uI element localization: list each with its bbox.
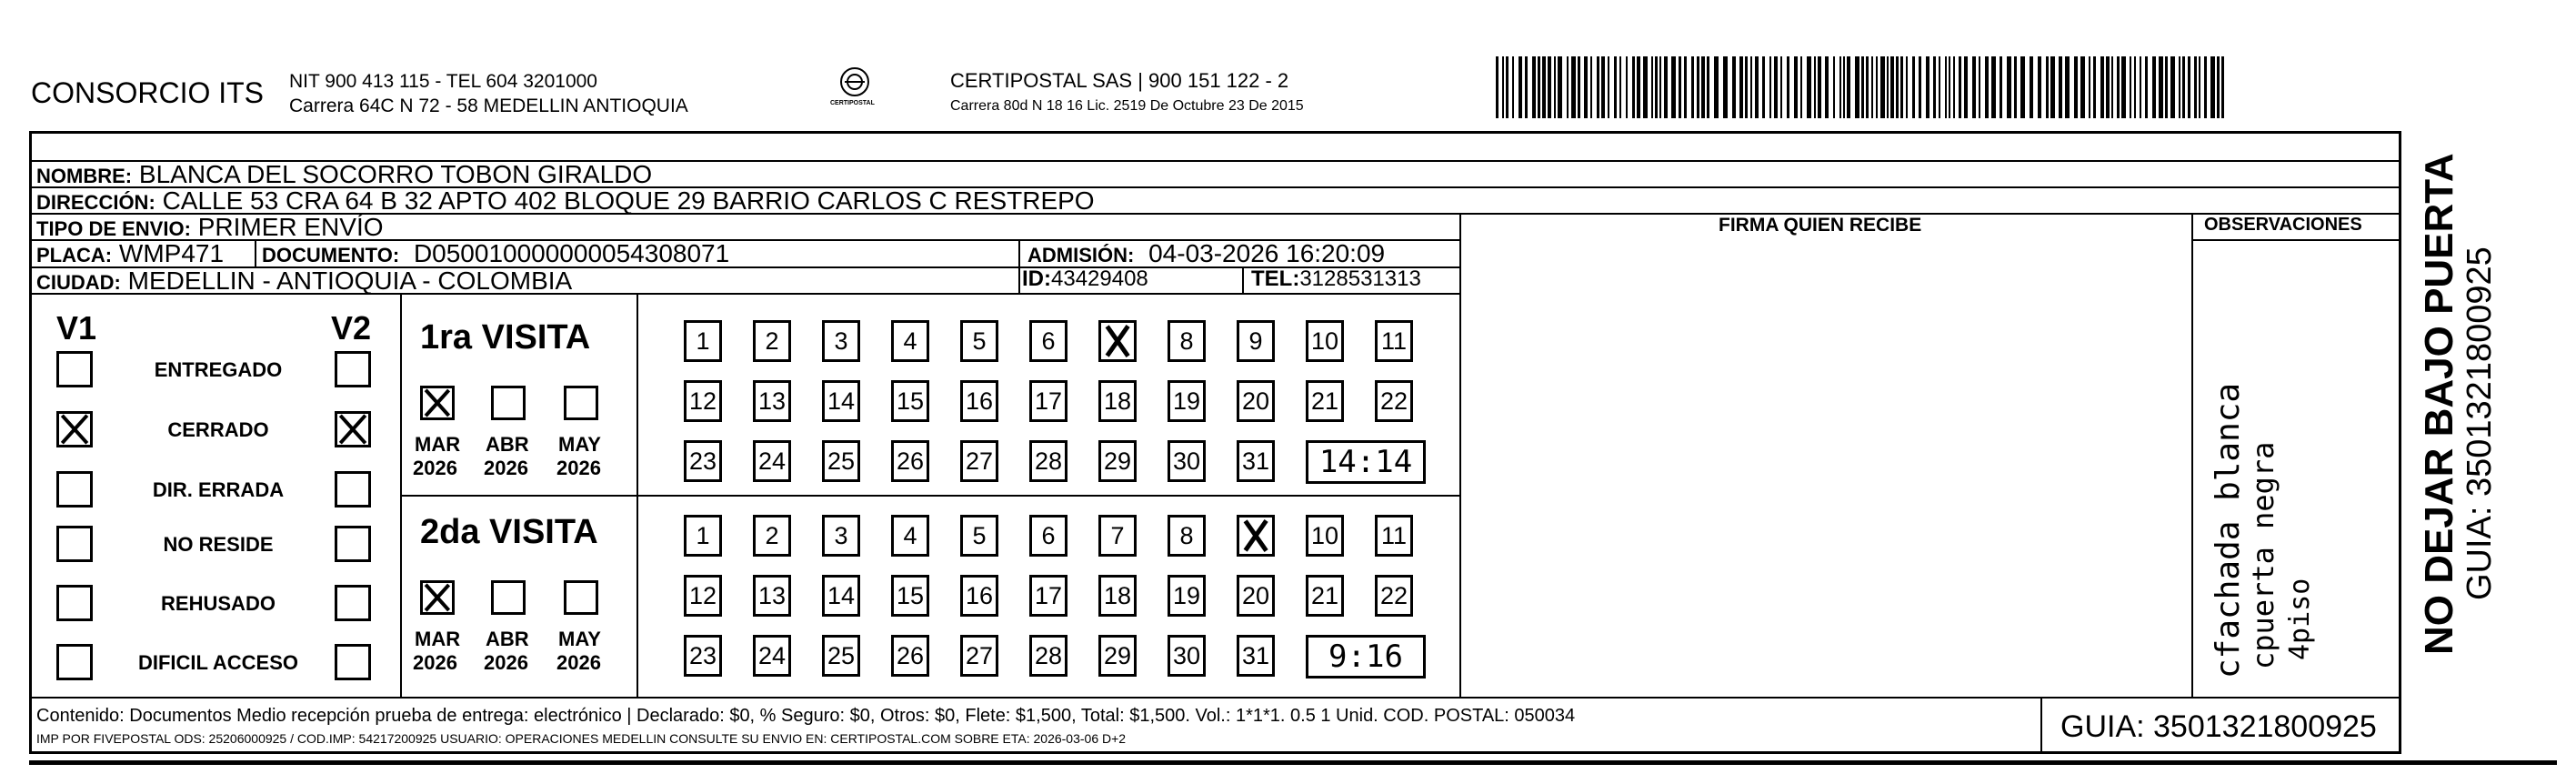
- barcode-bar: [1900, 56, 1903, 118]
- visit-time-box[interactable]: 14:14: [1306, 440, 1426, 484]
- day-box[interactable]: 26: [891, 635, 929, 677]
- signature-label: FIRMA QUIEN RECIBE: [1719, 215, 1922, 236]
- plate-label: PLACA:: [36, 244, 113, 266]
- v2-checkbox[interactable]: [335, 471, 371, 508]
- barcode-bar: [2117, 56, 2120, 118]
- day-box[interactable]: 1: [684, 515, 722, 557]
- barcode-bar: [1601, 56, 1605, 118]
- side-line2: GUIA: 3501321800925: [2461, 246, 2499, 600]
- year-label: 2026: [413, 457, 457, 479]
- day-box[interactable]: 19: [1168, 380, 1206, 422]
- shipping-label: TIPO DE ENVIO:: [36, 217, 191, 240]
- barcode-bar: [2199, 56, 2200, 118]
- day-box[interactable]: 17: [1029, 380, 1067, 422]
- company-info-line1: NIT 900 413 115 - TEL 604 3201000: [289, 71, 597, 92]
- barcode-bar: [2038, 56, 2041, 118]
- month-checkbox[interactable]: [420, 580, 455, 615]
- day-box[interactable]: 22: [1375, 575, 1413, 617]
- barcode-bar: [1991, 56, 1996, 118]
- year-label: 2026: [484, 457, 528, 479]
- month-checkbox[interactable]: [491, 386, 526, 420]
- barcode-bar: [2134, 56, 2136, 118]
- barcode-bar: [1532, 56, 1536, 118]
- barcode-bar: [1597, 56, 1599, 118]
- v1-checkbox[interactable]: [56, 585, 93, 621]
- day-box[interactable]: 24: [753, 635, 791, 677]
- barcode-bar: [1847, 56, 1850, 118]
- v1-checkbox[interactable]: [56, 644, 93, 680]
- day-box[interactable]: 2: [753, 320, 791, 362]
- barcode-bar: [2217, 56, 2220, 118]
- v2-checkbox[interactable]: [335, 411, 371, 447]
- barcode-bar: [1774, 56, 1778, 118]
- barcode-bar: [1671, 56, 1676, 118]
- day-box[interactable]: 16: [960, 380, 998, 422]
- barcode-bar: [1651, 56, 1653, 118]
- barcode-bar: [1906, 56, 1908, 118]
- barcode-bar: [1655, 56, 1658, 118]
- tel-cell: [1251, 266, 1421, 292]
- barcode-bar: [1626, 56, 1628, 118]
- month-label: ABR: [486, 433, 529, 456]
- company-info-line2: Carrera 64C N 72 - 58 MEDELLIN ANTIOQUIA: [289, 95, 688, 116]
- barcode-bar: [1558, 56, 1562, 118]
- status-label: CERRADO: [167, 418, 269, 441]
- month-checkbox[interactable]: [564, 580, 598, 615]
- day-box[interactable]: 30: [1168, 440, 1206, 482]
- day-box[interactable]: 26: [891, 440, 929, 482]
- barcode-bar: [1643, 56, 1648, 118]
- barcode-bar: [2121, 56, 2126, 118]
- status-label: DIFICIL ACCESO: [137, 651, 298, 674]
- day-box[interactable]: 14: [822, 380, 860, 422]
- barcode-bar: [1890, 56, 1894, 118]
- barcode-bar: [1794, 56, 1798, 118]
- footer-line2: IMP POR FIVEPOSTAL ODS: 25206000925 / COD.IMP: 54217200925 USUARIO: OPERACIONES MEDELLIN CONSULTE SU ENVIO EN: CERTIPOSTAL.COM SOBRE ETA: 2026-03-06 D+2: [36, 731, 1127, 746]
- barcode-bar: [1496, 56, 1498, 118]
- recipient-name: BLANCA DEL SOCORRO TOBON GIRALDO: [138, 160, 653, 188]
- admission-value: 04-03-2026 16:20:09: [1148, 239, 1386, 267]
- day-box[interactable]: 8: [1168, 515, 1206, 557]
- month-checkbox[interactable]: [564, 386, 598, 420]
- barcode-bar: [1919, 56, 1921, 118]
- barcode-bar: [1578, 56, 1580, 118]
- day-box[interactable]: 31: [1237, 440, 1275, 482]
- address-label: DIRECCIÓN:: [36, 191, 155, 214]
- day-box[interactable]: 8: [1168, 320, 1206, 362]
- barcode-bar: [1659, 56, 1661, 118]
- barcode-bar: [1750, 56, 1752, 118]
- day-box[interactable]: 3: [822, 320, 860, 362]
- footer-line1: Contenido: Documentos Medio recepción prueba de entrega: electrónico | Declarado: $0, % Seguro: $0, Otros: $0, Flete: $1,500, Total: $1,500. Vol.: 1*1*1. 0.5 1 Unid. COD. POSTAL: 050034: [36, 706, 1576, 726]
- barcode-bar: [1755, 56, 1759, 118]
- document-label: DOCUMENTO:: [262, 244, 400, 266]
- barcode-bar: [1839, 56, 1841, 118]
- barcode-bar: [1964, 56, 1968, 118]
- day-box[interactable]: 16: [960, 575, 998, 617]
- barcode-bar: [2170, 56, 2175, 118]
- day-box[interactable]: 29: [1098, 440, 1137, 482]
- barcode-bar: [1506, 56, 1509, 118]
- barcode-bar: [2210, 56, 2215, 118]
- barcode-bar: [2093, 56, 2096, 118]
- day-box[interactable]: 18: [1098, 575, 1137, 617]
- barcode-bar: [1814, 56, 1816, 118]
- day-box[interactable]: 13: [753, 575, 791, 617]
- barcode-bar: [1637, 56, 1640, 118]
- day-box[interactable]: 14: [822, 575, 860, 617]
- day-box[interactable]: 2: [753, 515, 791, 557]
- day-box[interactable]: 23: [684, 635, 722, 677]
- status-label: ENTREGADO: [154, 358, 283, 381]
- barcode-bar: [1619, 56, 1621, 118]
- barcode-bar: [2145, 56, 2148, 118]
- barcode-bar: [1567, 56, 1569, 118]
- barcode-bar: [1912, 56, 1915, 118]
- barcode-bar: [2030, 56, 2033, 118]
- day-box[interactable]: 12: [684, 380, 722, 422]
- day-box[interactable]: 11: [1375, 320, 1413, 362]
- v1-checkbox[interactable]: [56, 411, 93, 447]
- day-box[interactable]: [1098, 320, 1137, 362]
- barcode-bar: [1762, 56, 1765, 118]
- barcode-bar: [1732, 56, 1736, 118]
- barcode-bar: [2080, 56, 2085, 118]
- barcode-bar: [1614, 56, 1617, 118]
- barcode-bar: [1769, 56, 1771, 118]
- barcode-bar: [1933, 56, 1936, 118]
- id-label: ID:: [1022, 266, 1051, 291]
- barcode-bar: [1542, 56, 1546, 118]
- barcode-bar: [1939, 56, 1940, 118]
- v1-checkbox[interactable]: [56, 471, 93, 508]
- status-label: REHUSADO: [161, 592, 276, 615]
- barcode-bar: [2159, 56, 2163, 118]
- day-box[interactable]: 15: [891, 380, 929, 422]
- day-box[interactable]: 3: [822, 515, 860, 557]
- barcode-bar: [1825, 56, 1829, 118]
- barcode-bar: [2204, 56, 2207, 118]
- barcode-bar: [1584, 56, 1588, 118]
- barcode-bar: [1896, 56, 1899, 118]
- logo-text: CERTIPOSTAL: [830, 100, 875, 106]
- barcode-bar: [1632, 56, 1635, 118]
- address-row: [36, 186, 1095, 216]
- barcode-bar: [2194, 56, 2197, 118]
- shipping-row: [36, 213, 384, 242]
- barcode-bar: [1691, 56, 1694, 118]
- plate-value: WMP471: [118, 239, 225, 267]
- day-box[interactable]: 20: [1237, 575, 1275, 617]
- barcode-bar: [1855, 56, 1859, 118]
- v2-checkbox[interactable]: [335, 351, 371, 387]
- month-label: MAR: [415, 433, 461, 456]
- barcode-bar: [1512, 56, 1514, 118]
- observations-label: OBSERVACIONES: [2204, 215, 2362, 235]
- barcode-bar: [1571, 56, 1576, 118]
- barcode-bar: [2179, 56, 2180, 118]
- side-text: [2417, 146, 2526, 655]
- v1-label: V1: [56, 309, 97, 347]
- barcode-bar: [2152, 56, 2156, 118]
- barcode-bar: [1707, 56, 1709, 118]
- barcode-bar: [1684, 56, 1687, 118]
- year-label: 2026: [413, 651, 457, 674]
- barcode-bar: [1800, 56, 1802, 118]
- status-label: NO RESIDE: [163, 533, 274, 556]
- day-box[interactable]: 12: [684, 575, 722, 617]
- day-box[interactable]: 27: [960, 635, 998, 677]
- v2-checkbox[interactable]: [335, 526, 371, 562]
- barcode-bar: [1866, 56, 1869, 118]
- barcode-bar: [1548, 56, 1551, 118]
- side-line1: NO DEJAR BAJO PUERTA: [2417, 153, 2461, 655]
- tel-label: TEL:: [1251, 266, 1300, 291]
- barcode-bar: [1880, 56, 1885, 118]
- day-box[interactable]: 25: [822, 440, 860, 482]
- barcode-bar: [1949, 56, 1950, 118]
- day-box[interactable]: 6: [1029, 320, 1067, 362]
- day-box[interactable]: 21: [1306, 575, 1344, 617]
- document-value: D050010000000054308071: [413, 239, 730, 267]
- name-label: NOMBRE:: [36, 165, 133, 187]
- name-row: [36, 160, 652, 189]
- barcode-bar: [1972, 56, 1976, 118]
- signature-area[interactable]: [1461, 241, 2190, 696]
- month-label: MAY: [558, 433, 601, 456]
- barcode-bar: [2059, 56, 2062, 118]
- day-box[interactable]: 1: [684, 320, 722, 362]
- barcode-bar: [1538, 56, 1540, 118]
- day-box[interactable]: 21: [1306, 380, 1344, 422]
- barcode-bar: [2020, 56, 2025, 118]
- v2-label: V2: [331, 309, 372, 347]
- barcode-bar: [2046, 56, 2049, 118]
- barcode-bar: [2130, 56, 2131, 118]
- year-label: 2026: [556, 651, 601, 674]
- observation-line-3: 4piso: [2284, 578, 2316, 660]
- observation-line-1: cfachada blanca: [2210, 382, 2247, 678]
- day-box[interactable]: 27: [960, 440, 998, 482]
- status-label: DIR. ERRADA: [152, 478, 285, 501]
- barcode-bar: [1959, 56, 1961, 118]
- barcode-bar: [2111, 56, 2113, 118]
- barcode-bar: [2074, 56, 2078, 118]
- day-box[interactable]: 17: [1029, 575, 1067, 617]
- city-value: MEDELLIN - ANTIOQUIA - COLOMBIA: [127, 266, 573, 295]
- day-box[interactable]: 20: [1237, 380, 1275, 422]
- barcode-bar: [2000, 56, 2002, 118]
- barcode-bar: [1871, 56, 1873, 118]
- shipping-type: PRIMER ENVÍO: [197, 213, 384, 241]
- day-box[interactable]: 22: [1375, 380, 1413, 422]
- barcode-bar: [1876, 56, 1878, 118]
- certipostal-logo-icon: [832, 65, 877, 116]
- barcode-bar: [2007, 56, 2011, 118]
- recipient-address: CALLE 53 CRA 64 B 32 APTO 402 BLOQUE 29 BARRIO CARLOS C RESTREPO: [162, 186, 1095, 215]
- observation-line-2: cpuerta negra: [2246, 441, 2280, 669]
- month-label: MAY: [558, 628, 601, 650]
- barcode-bar: [2106, 56, 2110, 118]
- day-box[interactable]: 13: [753, 380, 791, 422]
- barcode-bar: [1519, 56, 1522, 118]
- v1-checkbox[interactable]: [56, 526, 93, 562]
- barcode-bar: [1739, 56, 1743, 118]
- day-box[interactable]: 10: [1306, 515, 1344, 557]
- day-box[interactable]: 4: [891, 515, 929, 557]
- year-label: 2026: [556, 457, 601, 479]
- day-box[interactable]: 19: [1168, 575, 1206, 617]
- id-value: 43429408: [1051, 266, 1148, 291]
- barcode-bar: [1926, 56, 1929, 118]
- day-box[interactable]: 25: [822, 635, 860, 677]
- footer-guia: GUIA: 3501321800925: [2060, 709, 2377, 744]
- barcode-bar: [1525, 56, 1528, 118]
- barcode-bar: [1590, 56, 1592, 118]
- barcode-bar: [2188, 56, 2190, 118]
- barcode-bar: [2100, 56, 2104, 118]
- v2-checkbox[interactable]: [335, 644, 371, 680]
- day-box[interactable]: 10: [1306, 320, 1344, 362]
- admission-cell: [1027, 239, 1385, 268]
- barcode-bar: [2065, 56, 2070, 118]
- barcode-bar: [1787, 56, 1789, 118]
- certipostal-logo: [832, 65, 877, 116]
- month-label: MAR: [415, 628, 461, 650]
- barcode-bar: [1843, 56, 1845, 118]
- day-box[interactable]: 11: [1375, 515, 1413, 557]
- day-box[interactable]: 30: [1168, 635, 1206, 677]
- day-box[interactable]: [1237, 515, 1275, 557]
- barcode-bar: [1953, 56, 1955, 118]
- day-box[interactable]: 15: [891, 575, 929, 617]
- observations-handwriting: [2193, 242, 2399, 695]
- barcode-bar: [1780, 56, 1782, 118]
- year-label: 2026: [484, 651, 528, 674]
- id-cell: [1022, 266, 1148, 292]
- barcode-bar: [2165, 56, 2168, 118]
- barcode-bar: [1833, 56, 1835, 118]
- barcode-bar: [1861, 56, 1864, 118]
- city-label: CIUDAD:: [36, 271, 121, 294]
- day-box[interactable]: 5: [960, 320, 998, 362]
- tel-value: 3128531313: [1299, 266, 1421, 291]
- month-checkbox[interactable]: [491, 580, 526, 615]
- barcode-bar: [1945, 56, 1947, 118]
- city-cell: [36, 266, 572, 296]
- day-box[interactable]: 31: [1237, 635, 1275, 677]
- barcode-bar: [1679, 56, 1681, 118]
- barcode-bar: [1723, 56, 1728, 118]
- barcode-bar: [1887, 56, 1889, 118]
- barcode-bar: [2014, 56, 2017, 118]
- day-box[interactable]: 24: [753, 440, 791, 482]
- document-cell: [262, 239, 729, 268]
- visit2-title: 2da VISITA: [420, 513, 598, 551]
- company-name: CONSORCIO ITS: [31, 76, 265, 109]
- barcode-bar: [1979, 56, 1980, 118]
- barcode-bar: [2182, 56, 2185, 118]
- barcode-bar: [1608, 56, 1609, 118]
- v2-checkbox[interactable]: [335, 585, 371, 621]
- barcode-bar: [1664, 56, 1668, 118]
- barcode-bar: [1502, 56, 1504, 118]
- barcode-bar: [1697, 56, 1699, 118]
- plate-cell: [36, 239, 224, 268]
- month-label: ABR: [486, 628, 529, 650]
- carrier-info-line1: CERTIPOSTAL SAS | 900 151 122 - 2: [950, 69, 1289, 92]
- barcode-bar: [2050, 56, 2055, 118]
- barcode-bar: [1818, 56, 1821, 118]
- v1-checkbox[interactable]: [56, 351, 93, 387]
- carrier-info-line2: Carrera 80d N 18 16 Lic. 2519 De Octubre 23 De 2015: [950, 98, 1304, 114]
- barcode: [1496, 56, 2223, 118]
- day-box[interactable]: 6: [1029, 515, 1067, 557]
- day-box[interactable]: 5: [960, 515, 998, 557]
- day-box[interactable]: 29: [1098, 635, 1137, 677]
- day-box[interactable]: 28: [1029, 635, 1067, 677]
- barcode-bar: [1985, 56, 1989, 118]
- day-box[interactable]: 9: [1237, 320, 1275, 362]
- barcode-bar: [1554, 56, 1556, 118]
- barcode-bar: [2089, 56, 2090, 118]
- barcode-bar: [1807, 56, 1811, 118]
- day-box[interactable]: 18: [1098, 380, 1137, 422]
- visit1-title: 1ra VISITA: [420, 318, 591, 357]
- day-box[interactable]: 28: [1029, 440, 1067, 482]
- day-box[interactable]: 4: [891, 320, 929, 362]
- day-box[interactable]: 7: [1098, 515, 1137, 557]
- barcode-bar: [2221, 56, 2224, 118]
- barcode-bar: [1745, 56, 1748, 118]
- day-box[interactable]: 23: [684, 440, 722, 482]
- month-checkbox[interactable]: [420, 386, 455, 420]
- barcode-bar: [1714, 56, 1719, 118]
- barcode-bar: [1701, 56, 1705, 118]
- admission-label: ADMISIÓN:: [1027, 244, 1135, 266]
- visit-time-box[interactable]: 9:16: [1306, 635, 1426, 678]
- barcode-bar: [2140, 56, 2141, 118]
